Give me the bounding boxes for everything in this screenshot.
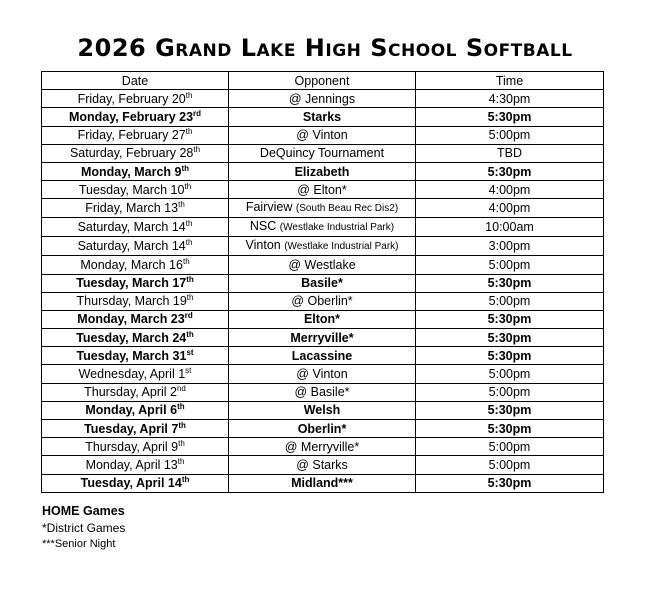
opponent-name: @ Elton* — [297, 182, 347, 197]
opponent-name: Oberlin* — [297, 421, 347, 436]
header-time: Time — [416, 72, 604, 90]
opponent-name: @ Oberlin* — [291, 294, 353, 309]
opponent-name: Elizabeth — [294, 164, 350, 179]
game-date-text: Tuesday, March 10 — [78, 182, 185, 197]
game-date — [42, 310, 229, 328]
game-date — [42, 237, 229, 256]
opponent-name: @ Vinton — [296, 128, 348, 143]
venue-note: (South Beau Rec Dis2) — [295, 203, 399, 215]
game-opponent — [229, 420, 416, 438]
game-date-text: Tuesday, March 24 — [76, 330, 187, 345]
game-date-text: Wednesday, April 1 — [78, 367, 186, 382]
legend — [42, 503, 125, 552]
date-ordinal-suffix: th — [186, 329, 194, 339]
page-title: 2026 Grand Lake High School Softball — [77, 34, 573, 62]
game-time: 5:00pm — [416, 365, 604, 383]
game-date-text: Tuesday, April 14 — [80, 476, 182, 491]
venue-note: (Westlake Industrial Park) — [284, 241, 399, 253]
game-date-text: Friday, March 13 — [85, 201, 179, 216]
date-ordinal-suffix: th — [193, 145, 201, 155]
opponent-name: Starks — [302, 109, 342, 124]
date-ordinal-suffix: th — [186, 275, 194, 285]
game-date-text: Saturday, March 14 — [77, 239, 186, 254]
table-row — [42, 329, 604, 347]
date-ordinal-suffix: th — [178, 438, 185, 448]
game-opponent — [229, 474, 416, 492]
game-date-text: Tuesday, April 7 — [84, 421, 179, 436]
game-time: 4:00pm — [416, 199, 604, 218]
game-time: 5:30pm — [416, 347, 604, 365]
game-opponent — [229, 383, 416, 401]
game-time: 5:30pm — [416, 401, 604, 419]
venue-note: (Westlake Industrial Park) — [279, 222, 395, 234]
game-date — [42, 292, 229, 310]
game-opponent — [229, 274, 416, 292]
opponent-name: Lacassine — [291, 348, 353, 363]
game-date — [42, 199, 229, 218]
game-opponent — [229, 108, 416, 126]
game-date-text: Saturday, March 14 — [77, 220, 186, 235]
game-time: 5:00pm — [416, 438, 604, 456]
game-opponent — [229, 329, 416, 347]
game-date — [42, 365, 229, 383]
game-opponent — [229, 347, 416, 365]
game-date — [42, 126, 229, 144]
date-ordinal-suffix: th — [178, 420, 186, 430]
game-date-text: Monday, February 23 — [68, 109, 194, 124]
game-time: 5:30pm — [416, 329, 604, 347]
date-ordinal-suffix: th — [186, 293, 194, 303]
game-date — [42, 347, 229, 365]
game-date — [42, 144, 229, 162]
game-opponent — [229, 438, 416, 456]
date-ordinal-suffix: rd — [193, 108, 202, 118]
game-date-text: Monday, April 6 — [85, 403, 178, 418]
opponent-name: @ Merryville* — [284, 439, 360, 454]
game-time: 5:30pm — [416, 420, 604, 438]
table-row — [42, 456, 604, 474]
game-date — [42, 90, 229, 108]
opponent-name: NSC — [249, 219, 277, 234]
game-date — [42, 329, 229, 347]
opponent-name: Welsh — [303, 403, 341, 418]
opponent-name: @ Basile* — [294, 385, 350, 400]
table-header-row — [42, 72, 604, 90]
game-opponent — [229, 310, 416, 328]
table-row — [42, 383, 604, 401]
game-opponent — [229, 218, 416, 237]
table-row — [42, 474, 604, 492]
game-opponent — [229, 126, 416, 144]
game-date — [42, 438, 229, 456]
date-ordinal-suffix: th — [177, 402, 185, 412]
game-time: 5:00pm — [416, 256, 604, 274]
date-ordinal-suffix: st — [185, 366, 192, 376]
game-date — [42, 181, 229, 199]
header-date: Date — [42, 72, 229, 90]
game-date — [42, 256, 229, 274]
table-row — [42, 199, 604, 218]
date-ordinal-suffix: th — [185, 219, 193, 229]
table-row — [42, 162, 604, 180]
game-opponent — [229, 256, 416, 274]
table-row — [42, 181, 604, 199]
table-row — [42, 256, 604, 274]
schedule-table — [41, 71, 604, 493]
date-ordinal-suffix: th — [181, 475, 190, 485]
table-row — [42, 144, 604, 162]
game-date-text: Monday, March 16 — [80, 257, 183, 272]
header-opponent: Opponent — [229, 72, 416, 90]
game-date — [42, 474, 229, 492]
game-date — [42, 108, 229, 126]
game-date-text: Thursday, April 2 — [84, 385, 177, 400]
date-ordinal-suffix: th — [184, 181, 192, 191]
date-ordinal-suffix: th — [185, 238, 193, 248]
game-opponent — [229, 162, 416, 180]
game-opponent — [229, 237, 416, 256]
opponent-name: @ Vinton — [296, 367, 348, 382]
opponent-name: Fairview — [245, 200, 293, 215]
opponent-name: Midland*** — [291, 476, 353, 491]
game-date-text: Friday, February 27 — [77, 128, 186, 143]
game-date — [42, 420, 229, 438]
opponent-name: DeQuincy Tournament — [259, 146, 385, 161]
game-time: 5:00pm — [416, 383, 604, 401]
opponent-name: Merryville* — [290, 330, 354, 345]
date-ordinal-suffix: th — [182, 256, 190, 266]
game-time: 5:30pm — [416, 162, 604, 180]
table-row — [42, 274, 604, 292]
game-date-text: Thursday, March 19 — [76, 294, 187, 309]
game-opponent — [229, 401, 416, 419]
table-row — [42, 292, 604, 310]
game-time: 5:00pm — [416, 292, 604, 310]
opponent-name: Vinton — [245, 238, 281, 253]
table-row — [42, 420, 604, 438]
game-opponent — [229, 144, 416, 162]
date-ordinal-suffix: th — [185, 90, 193, 100]
game-date — [42, 383, 229, 401]
game-time: 5:00pm — [416, 126, 604, 144]
game-time: TBD — [416, 144, 604, 162]
date-ordinal-suffix: st — [186, 347, 194, 357]
legend-senior-night: ***Senior Night — [42, 538, 116, 550]
game-date-text: Tuesday, March 31 — [76, 348, 187, 363]
table-row — [42, 126, 604, 144]
legend-district-games: *District Games — [42, 521, 126, 535]
game-date-text: Monday, March 23 — [77, 312, 185, 327]
legend-home-games: HOME Games — [42, 504, 125, 518]
game-time: 4:30pm — [416, 90, 604, 108]
game-date-text: Monday, March 9 — [80, 164, 182, 179]
date-ordinal-suffix: th — [181, 163, 190, 173]
game-date-text: Monday, April 13 — [85, 457, 178, 472]
table-row — [42, 108, 604, 126]
opponent-name: @ Jennings — [288, 91, 356, 106]
table-row — [42, 310, 604, 328]
game-date-text: Friday, February 20 — [77, 91, 186, 106]
game-time: 5:30pm — [416, 310, 604, 328]
game-time: 4:00pm — [416, 181, 604, 199]
date-ordinal-suffix: th — [185, 127, 193, 137]
game-time: 10:00am — [416, 218, 604, 237]
game-opponent — [229, 181, 416, 199]
game-date-text: Tuesday, March 17 — [76, 276, 187, 291]
table-row — [42, 218, 604, 237]
game-date-text: Saturday, February 28 — [69, 146, 194, 161]
game-date — [42, 274, 229, 292]
game-date — [42, 401, 229, 419]
game-date — [42, 218, 229, 237]
game-opponent — [229, 292, 416, 310]
date-ordinal-suffix: rd — [184, 311, 193, 321]
date-ordinal-suffix: nd — [176, 384, 186, 394]
game-opponent — [229, 199, 416, 218]
date-ordinal-suffix: th — [177, 456, 185, 466]
game-time: 5:00pm — [416, 456, 604, 474]
game-time: 5:30pm — [416, 474, 604, 492]
table-row — [42, 237, 604, 256]
table-row — [42, 365, 604, 383]
table-row — [42, 90, 604, 108]
opponent-name: Basile* — [301, 276, 343, 291]
game-date-text: Thursday, April 9 — [85, 439, 179, 454]
schedule-rows — [42, 90, 604, 493]
game-opponent — [229, 365, 416, 383]
table-row — [42, 438, 604, 456]
table-row — [42, 347, 604, 365]
game-opponent — [229, 456, 416, 474]
game-time: 3:00pm — [416, 237, 604, 256]
date-ordinal-suffix: th — [178, 200, 185, 210]
game-time: 5:30pm — [416, 274, 604, 292]
opponent-name: Elton* — [303, 312, 341, 327]
table-row — [42, 401, 604, 419]
opponent-name: @ Westlake — [288, 257, 356, 272]
game-date — [42, 456, 229, 474]
game-date — [42, 162, 229, 180]
game-time: 5:30pm — [416, 108, 604, 126]
opponent-name: @ Starks — [296, 457, 348, 472]
game-opponent — [229, 90, 416, 108]
